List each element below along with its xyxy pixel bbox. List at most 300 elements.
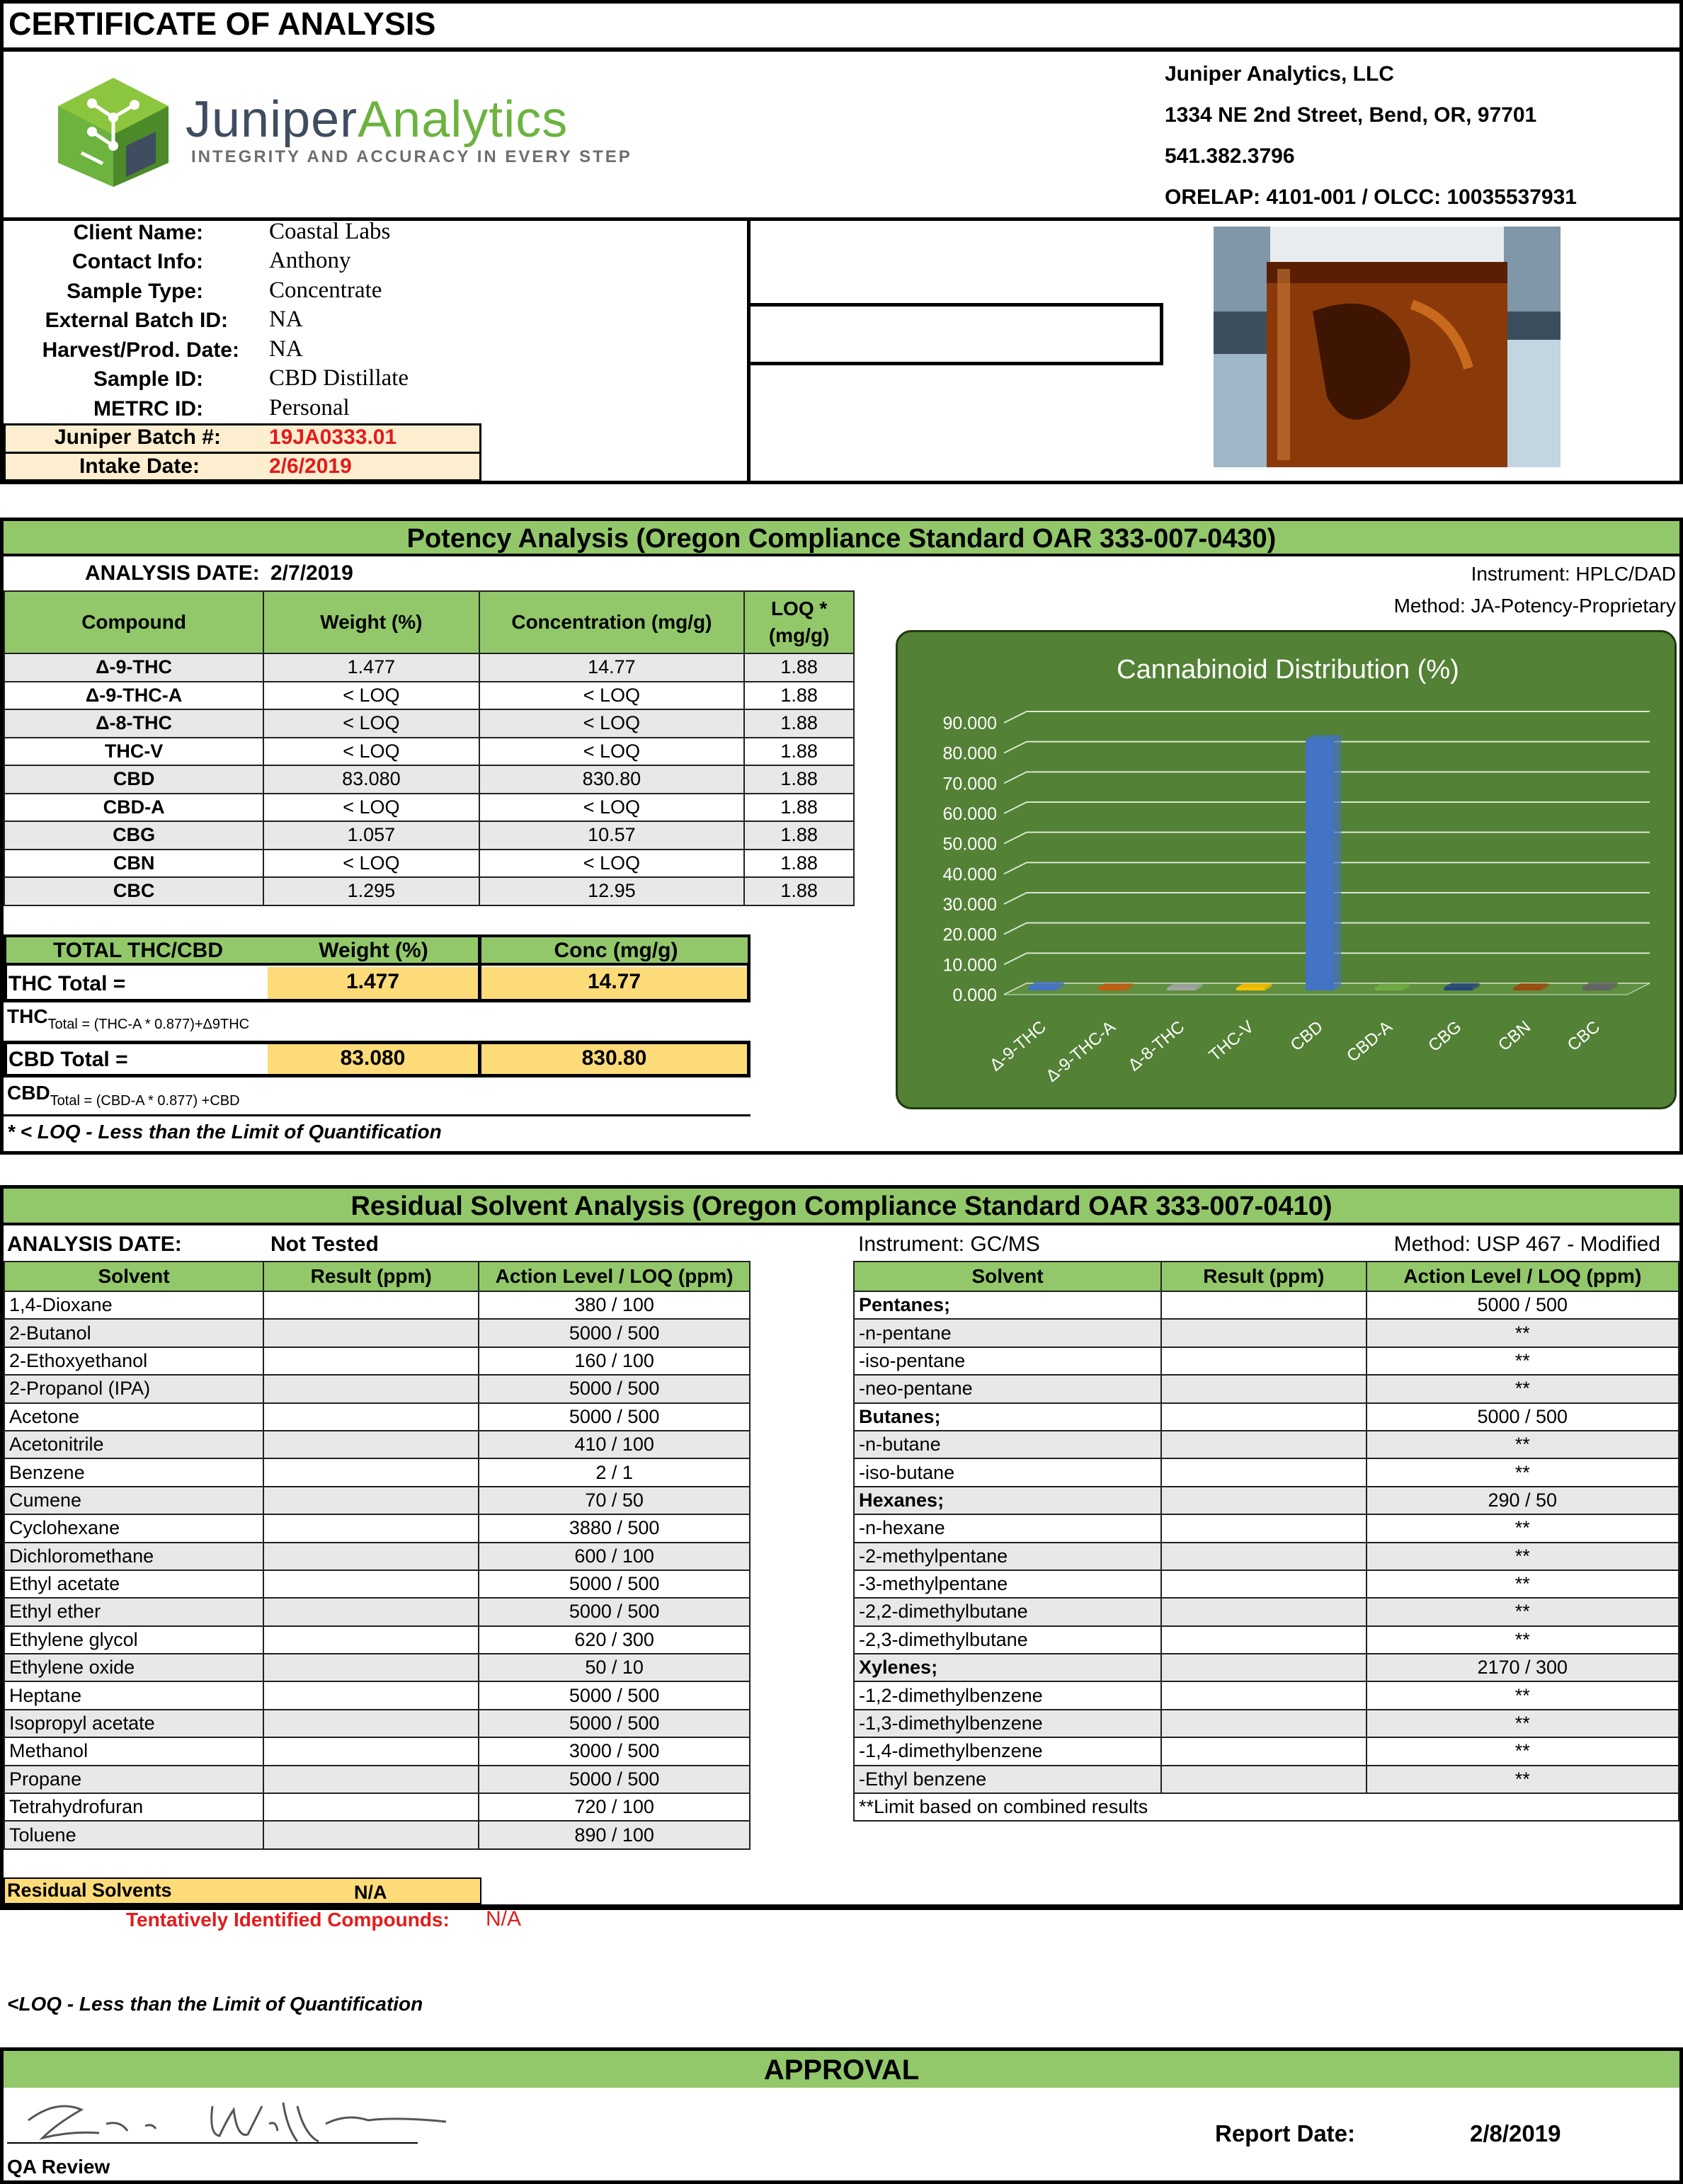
- potency-compound: Δ-9-THC: [4, 653, 263, 682]
- solvent-row: [4, 1654, 750, 1681]
- solvent-action-level: 290 / 50: [1367, 1487, 1679, 1514]
- solvent-action-level: 600 / 100: [479, 1543, 750, 1570]
- chart-y-tick-label: 40.000: [942, 864, 997, 885]
- tic-label: Tentatively Identified Compounds:: [126, 1909, 450, 1931]
- chart-x-tick-label: CBD: [1287, 1017, 1327, 1056]
- chart-y-tick-label: 30.000: [942, 895, 997, 915]
- chart-bar: [1513, 988, 1541, 990]
- solvent-name: -iso-butane: [854, 1458, 1161, 1486]
- solvent-name: 2-Ethoxyethanol: [4, 1347, 263, 1375]
- solvent-action-level: 620 / 300: [479, 1626, 750, 1654]
- solvent-action-level: 5000 / 500: [1367, 1403, 1679, 1431]
- potency-weight: < LOQ: [263, 850, 479, 878]
- solvent-name: Hexanes;: [854, 1487, 1161, 1514]
- solvent-result: [263, 1347, 479, 1375]
- intake-label: Intake Date:: [79, 454, 200, 478]
- client-field-value: Concentrate: [269, 278, 382, 303]
- thc-total-weight: 1.477: [346, 970, 400, 993]
- solvent-action-level: 5000 / 500: [479, 1375, 750, 1402]
- solvent-result: [263, 1793, 479, 1821]
- solvent-action-level: **: [1367, 1626, 1679, 1654]
- chart-bar: [1375, 988, 1403, 990]
- solvent-action-level: 890 / 100: [479, 1821, 750, 1848]
- logo-name-analytics: Analytics: [358, 91, 569, 148]
- potency-row: [4, 738, 854, 766]
- solvent-action-level: **: [1367, 1570, 1679, 1598]
- chart-bar: [1029, 986, 1057, 990]
- solvent-result: [263, 1487, 479, 1514]
- potency-loq: 1.88: [744, 653, 854, 682]
- solvent-name: 2-Butanol: [4, 1319, 263, 1347]
- solvent-name: -1,3-dimethylbenzene: [854, 1710, 1161, 1737]
- potency-concentration: 14.77: [479, 653, 745, 682]
- solvent-action-level: 5000 / 500: [479, 1710, 750, 1737]
- solvent-name: Ethylene oxide: [4, 1654, 263, 1681]
- solvent-result: [1161, 1458, 1366, 1486]
- chart-y-tick-label: 10.000: [942, 955, 997, 976]
- chart-x-tick-label: CBC: [1563, 1017, 1604, 1056]
- solvent-result: [1161, 1543, 1366, 1570]
- solvent-action-level: 2 / 1: [479, 1458, 750, 1486]
- solvent-row: [4, 1319, 750, 1347]
- intake-value: 2/6/2019: [269, 454, 352, 478]
- potency-row: [4, 682, 854, 710]
- solvent-name: Ethyl ether: [4, 1598, 263, 1625]
- chart-bar: [1582, 986, 1611, 990]
- solvent-result: [1161, 1766, 1366, 1793]
- solvent-row: [854, 1347, 1679, 1375]
- client-field-label: Sample Type:: [67, 280, 203, 303]
- potency-weight: < LOQ: [263, 794, 479, 822]
- solvent-result: [263, 1681, 479, 1709]
- potency-compound: CBN: [4, 850, 263, 878]
- logo-hexagon-icon: [50, 75, 177, 188]
- solvent-action-level: **: [1367, 1737, 1679, 1765]
- solvent-action-level: **: [1367, 1543, 1679, 1570]
- header-concentration: Concentration (mg/g): [479, 591, 745, 653]
- solvent-row: [854, 1431, 1679, 1458]
- potency-loq: 1.88: [744, 821, 854, 850]
- potency-compound: THC-V: [4, 738, 263, 766]
- solvent-row: [4, 1793, 750, 1821]
- solvent-name: Methanol: [4, 1737, 263, 1765]
- chart-bar-side: [1334, 736, 1341, 990]
- chart-x-tick-label: Δ-8-THC: [1124, 1017, 1189, 1075]
- solvent-row: [854, 1375, 1679, 1402]
- solvent-name: Toluene: [4, 1821, 263, 1848]
- potency-method: Method: JA-Potency-Proprietary: [1393, 595, 1676, 617]
- solvent-result: [263, 1654, 479, 1681]
- client-field-label: Sample ID:: [93, 367, 203, 391]
- cbd-formula: $CBD_{Total = (CBD-A * 0.877) +CBD}$: [7, 1082, 240, 1109]
- solvent-result: [1161, 1737, 1366, 1765]
- solvent-result: [263, 1626, 479, 1654]
- solvent-action-level: 5000 / 500: [479, 1403, 750, 1431]
- potency-compound: CBC: [4, 877, 263, 905]
- chart-bar: [1098, 988, 1126, 990]
- chart-y-tick-label: 20.000: [942, 925, 997, 945]
- thc-formula: $THC_{Total = (THC-A * 0.877)+\Delta 9THC}$: [7, 1005, 250, 1032]
- client-field-label: External Batch ID:: [45, 309, 228, 332]
- solvent-result: [263, 1319, 479, 1347]
- solvent-row: [854, 1626, 1679, 1654]
- potency-row: [4, 821, 854, 850]
- chart-bar: [1444, 987, 1473, 990]
- client-field-value: Coastal Labs: [269, 219, 391, 244]
- solvent-action-level: 410 / 100: [479, 1431, 750, 1458]
- solvent-name: Cyclohexane: [4, 1514, 263, 1542]
- solvent-row: [4, 1766, 750, 1793]
- chart-x-tick-label: CBG: [1425, 1017, 1466, 1056]
- solvent-name: -3-methylpentane: [854, 1570, 1161, 1598]
- solvent-action-level: **: [1367, 1766, 1679, 1793]
- potency-row: [4, 709, 854, 738]
- blank-field-box: [749, 303, 1163, 365]
- potency-weight: 83.080: [263, 765, 479, 794]
- solvent-action-level: 70 / 50: [479, 1487, 750, 1514]
- client-field-value: CBD Distillate: [269, 365, 409, 391]
- potency-loq: 1.88: [744, 794, 854, 822]
- combined-note-row: [854, 1793, 1679, 1821]
- solvent-action-level: **: [1367, 1710, 1679, 1737]
- solvent-row: [854, 1710, 1679, 1737]
- potency-loq: 1.88: [744, 765, 854, 794]
- solvent-name: Xylenes;: [854, 1654, 1161, 1681]
- solvent-result: [1161, 1681, 1366, 1709]
- header-action-level-right: Action Level / LOQ (ppm): [1367, 1262, 1679, 1291]
- client-field-label: Harvest/Prod. Date:: [42, 338, 239, 362]
- sample-photo: [1214, 227, 1561, 467]
- solvent-result: [1161, 1570, 1366, 1598]
- client-field-label: Contact Info:: [72, 250, 203, 273]
- solvent-action-level: 380 / 100: [479, 1291, 750, 1319]
- solvent-date: Not Tested: [270, 1233, 379, 1256]
- header-result-right: Result (ppm): [1161, 1262, 1366, 1291]
- solvent-row: [854, 1654, 1679, 1681]
- solvent-action-level: 5000 / 500: [479, 1570, 750, 1598]
- solvent-name: Acetonitrile: [4, 1431, 263, 1458]
- solvent-row: [4, 1375, 750, 1402]
- solvent-title: Residual Solvent Analysis (Oregon Compliance Standard OAR 333-007-0410): [350, 1191, 1333, 1221]
- header-solvent: Solvent: [4, 1262, 263, 1291]
- solvent-name: -1,2-dimethylbenzene: [854, 1681, 1161, 1709]
- solvent-result: [1161, 1598, 1366, 1625]
- chart-y-tick-label: 60.000: [942, 804, 997, 824]
- chart-y-tick-label: 50.000: [942, 834, 997, 854]
- solvent-name: Cumene: [4, 1487, 263, 1514]
- potency-compound: CBG: [4, 821, 263, 850]
- solvent-loq-note: <LOQ - Less than the Limit of Quantification: [7, 1993, 423, 2015]
- solvent-row: [4, 1487, 750, 1514]
- solvent-name: 2-Propanol (IPA): [4, 1375, 263, 1402]
- totals-header-conc: Conc (mg/g): [554, 939, 678, 962]
- potency-compound: Δ-8-THC: [4, 709, 263, 738]
- combined-note: **Limit based on combined results: [854, 1793, 1679, 1821]
- solvent-row: [854, 1737, 1679, 1765]
- solvent-row: [854, 1458, 1679, 1486]
- batch-value: 19JA0333.01: [269, 425, 397, 449]
- solvent-row: [854, 1403, 1679, 1431]
- potency-loq: 1.88: [744, 682, 854, 710]
- solvent-row: [854, 1487, 1679, 1514]
- solvent-date-label: ANALYSIS DATE:: [7, 1233, 182, 1256]
- solvent-action-level: 3880 / 500: [479, 1514, 750, 1542]
- potency-concentration: < LOQ: [479, 794, 745, 822]
- potency-date-label: ANALYSIS DATE:: [85, 561, 260, 585]
- potency-row: [4, 653, 854, 682]
- solvent-row: [4, 1431, 750, 1458]
- header-action-level: Action Level / LOQ (ppm): [479, 1262, 750, 1291]
- client-field-label: METRC ID:: [93, 397, 203, 421]
- potency-loq: 1.88: [744, 738, 854, 766]
- potency-loq-note: * < LOQ - Less than the Limit of Quantification: [7, 1121, 442, 1143]
- solvent-result: [263, 1375, 479, 1402]
- chart-y-tick-label: 70.000: [942, 774, 997, 794]
- solvent-row: [854, 1514, 1679, 1542]
- chart-gridline: [1004, 711, 1650, 723]
- client-field-label: Client Name:: [73, 221, 203, 244]
- solvent-result: [1161, 1375, 1366, 1402]
- solvent-row: [4, 1458, 750, 1486]
- solvent-result: [1161, 1514, 1366, 1542]
- report-date: 2/8/2019: [1470, 2120, 1561, 2146]
- solvent-table-right: [853, 1261, 1679, 1822]
- batch-label: Juniper Batch #:: [54, 425, 221, 449]
- solvent-name: Ethylene glycol: [4, 1626, 263, 1654]
- totals-header-weight: Weight (%): [319, 939, 428, 962]
- solvent-action-level: **: [1367, 1458, 1679, 1486]
- solvent-action-level: 160 / 100: [479, 1347, 750, 1375]
- approval-title: APPROVAL: [763, 2054, 920, 2086]
- potency-weight: 1.295: [263, 877, 479, 905]
- solvent-name: Pentanes;: [854, 1291, 1161, 1319]
- cbd-total-weight: 83.080: [340, 1046, 406, 1070]
- solvent-result: [263, 1291, 479, 1319]
- logo-name-juniper: Juniper: [186, 91, 358, 148]
- logo: [50, 75, 673, 188]
- solvent-result: [263, 1543, 479, 1570]
- solvent-result: [263, 1821, 479, 1848]
- solvent-result: [1161, 1347, 1366, 1375]
- potency-weight: 1.477: [263, 653, 479, 682]
- potency-compound: Δ-9-THC-A: [4, 682, 263, 710]
- chart-y-tick-label: 80.000: [942, 743, 997, 764]
- solvent-name: -2,3-dimethylbutane: [854, 1626, 1161, 1654]
- chart-x-tick-label: Δ-9-THC-A: [1042, 1017, 1119, 1086]
- solvent-row: [854, 1570, 1679, 1598]
- solvent-row: [4, 1543, 750, 1570]
- solvent-row: [4, 1710, 750, 1737]
- cbd-total-conc: 830.80: [581, 1046, 647, 1070]
- solvent-name: -iso-pentane: [854, 1347, 1161, 1375]
- solvent-row: [4, 1291, 750, 1319]
- solvent-result: [1161, 1654, 1366, 1681]
- qa-review-label: QA Review: [7, 2156, 110, 2178]
- potency-concentration: 830.80: [479, 765, 745, 794]
- solvent-row: [4, 1514, 750, 1542]
- solvent-row: [4, 1403, 750, 1431]
- cbd-total-label: CBD Total =: [8, 1048, 128, 1071]
- cannabinoid-chart: [896, 630, 1677, 1109]
- chart-title: Cannabinoid Distribution (%): [1117, 655, 1459, 685]
- sample-jar-image: [1214, 227, 1561, 467]
- potency-row: [4, 794, 854, 822]
- chart-x-tick-label: Δ-9-THC: [986, 1017, 1050, 1075]
- qa-signature: [14, 2092, 453, 2156]
- client-field-value: Personal: [269, 395, 350, 421]
- potency-concentration: < LOQ: [479, 850, 745, 878]
- tic-value: N/A: [486, 1907, 522, 1931]
- solvent-result: [263, 1766, 479, 1793]
- chart-x-tick-label: CBN: [1495, 1017, 1535, 1056]
- report-date-label: Report Date:: [1215, 2120, 1356, 2146]
- potency-loq: 1.88: [744, 877, 854, 905]
- solvent-result: [1161, 1291, 1366, 1319]
- solvent-action-level: 50 / 10: [479, 1654, 750, 1681]
- solvent-name: 1,4-Dioxane: [4, 1291, 263, 1319]
- solvent-name: Isopropyl acetate: [4, 1710, 263, 1737]
- solvent-row: [854, 1681, 1679, 1709]
- chart-bar: [1167, 988, 1195, 990]
- residual-solvents-label: Residual Solvents: [7, 1880, 172, 1901]
- solvent-name: -2,2-dimethylbutane: [854, 1598, 1161, 1625]
- potency-loq: 1.88: [744, 850, 854, 878]
- solvent-action-level: 3000 / 500: [479, 1737, 750, 1765]
- solvent-name: Propane: [4, 1766, 263, 1793]
- solvent-result: [263, 1570, 479, 1598]
- chart-y-tick-label: 0.000: [952, 985, 997, 1005]
- header-compound: Compound: [4, 591, 263, 653]
- solvent-name: -Ethyl benzene: [854, 1766, 1161, 1793]
- solvent-action-level: 2170 / 300: [1367, 1654, 1679, 1681]
- solvent-row: [4, 1626, 750, 1654]
- solvent-name: Tetrahydrofuran: [4, 1793, 263, 1821]
- solvent-name: Heptane: [4, 1681, 263, 1709]
- solvent-name: Benzene: [4, 1458, 263, 1486]
- solvent-name: Ethyl acetate: [4, 1570, 263, 1598]
- solvent-name: -n-butane: [854, 1431, 1161, 1458]
- client-field-value: NA: [269, 336, 303, 362]
- header-loq: LOQ * (mg/g): [744, 591, 854, 653]
- chart-x-tick-label: CBD-A: [1343, 1017, 1396, 1066]
- company-phone: 541.382.3796: [1165, 144, 1295, 168]
- cannabinoid-chart-svg: [898, 632, 1677, 1109]
- residual-solvents-value: N/A: [354, 1882, 387, 1903]
- solvent-row: [4, 1598, 750, 1625]
- solvent-result: [1161, 1403, 1366, 1431]
- client-field-value: Anthony: [269, 248, 351, 273]
- header-solvent-right: Solvent: [854, 1262, 1161, 1291]
- solvent-row: [4, 1570, 750, 1598]
- solvent-action-level: **: [1367, 1319, 1679, 1347]
- solvent-action-level: **: [1367, 1347, 1679, 1375]
- company-address: 1334 NE 2nd Street, Bend, OR, 97701: [1165, 103, 1537, 127]
- solvent-name: -n-hexane: [854, 1514, 1161, 1542]
- solvent-name: -neo-pentane: [854, 1375, 1161, 1402]
- chart-y-tick-label: 90.000: [942, 714, 997, 733]
- solvent-row: [854, 1598, 1679, 1625]
- potency-compound: CBD-A: [4, 794, 263, 822]
- solvent-result: [263, 1403, 479, 1431]
- solvent-action-level: 5000 / 500: [479, 1681, 750, 1709]
- page-title: CERTIFICATE OF ANALYSIS: [8, 6, 436, 42]
- company-name: Juniper Analytics, LLC: [1165, 62, 1394, 86]
- solvent-result: [263, 1710, 479, 1737]
- solvent-action-level: 5000 / 500: [1367, 1291, 1679, 1319]
- solvent-action-level: 720 / 100: [479, 1793, 750, 1821]
- solvent-action-level: **: [1367, 1681, 1679, 1709]
- solvent-instrument: Instrument: GC/MS: [858, 1233, 1040, 1256]
- solvent-action-level: **: [1367, 1598, 1679, 1625]
- potency-loq: 1.88: [744, 709, 854, 738]
- solvent-result: [263, 1431, 479, 1458]
- solvent-result: [1161, 1487, 1366, 1514]
- solvent-name: Butanes;: [854, 1403, 1161, 1431]
- potency-date: 2/7/2019: [270, 561, 353, 585]
- solvent-result: [263, 1598, 479, 1625]
- header-result: Result (ppm): [263, 1262, 479, 1291]
- solvent-action-level: **: [1367, 1431, 1679, 1458]
- chart-bar: [1236, 988, 1265, 990]
- solvent-result: [1161, 1431, 1366, 1458]
- solvent-row: [4, 1347, 750, 1375]
- potency-row: [4, 850, 854, 878]
- solvent-row: [4, 1737, 750, 1765]
- solvent-action-level: 5000 / 500: [479, 1766, 750, 1793]
- solvent-row: [854, 1543, 1679, 1570]
- potency-compound: CBD: [4, 765, 263, 794]
- solvent-name: -2-methylpentane: [854, 1543, 1161, 1570]
- solvent-result: [1161, 1710, 1366, 1737]
- solvent-name: -n-pentane: [854, 1319, 1161, 1347]
- solvent-row: [854, 1291, 1679, 1319]
- chart-bar: [1306, 740, 1334, 990]
- solvent-name: -1,4-dimethylbenzene: [854, 1737, 1161, 1765]
- potency-concentration: < LOQ: [479, 738, 745, 766]
- potency-weight: < LOQ: [263, 682, 479, 710]
- solvent-row: [854, 1319, 1679, 1347]
- potency-concentration: < LOQ: [479, 682, 745, 710]
- chart-x-tick-label: THC-V: [1205, 1017, 1258, 1065]
- potency-row: [4, 765, 854, 794]
- solvent-result: [263, 1514, 479, 1542]
- potency-instrument: Instrument: HPLC/DAD: [1471, 563, 1676, 585]
- potency-table: [4, 590, 855, 906]
- solvent-result: [263, 1458, 479, 1486]
- solvent-name: Acetone: [4, 1403, 263, 1431]
- potency-title: Potency Analysis (Oregon Compliance Standard OAR 333-007-0430): [406, 524, 1277, 554]
- potency-row: [4, 877, 854, 905]
- header-weight: Weight (%): [263, 591, 479, 653]
- solvent-action-level: **: [1367, 1375, 1679, 1402]
- potency-weight: < LOQ: [263, 738, 479, 766]
- solvent-row: [4, 1681, 750, 1709]
- solvent-action-level: **: [1367, 1514, 1679, 1542]
- totals-header-label: TOTAL THC/CBD: [53, 939, 223, 962]
- potency-weight: < LOQ: [263, 709, 479, 738]
- solvent-result: [1161, 1626, 1366, 1654]
- client-field-value: NA: [269, 307, 303, 332]
- potency-weight: 1.057: [263, 821, 479, 850]
- solvent-method: Method: USP 467 - Modified: [1393, 1233, 1660, 1256]
- thc-total-conc: 14.77: [587, 970, 641, 993]
- thc-total-label: THC Total =: [8, 972, 126, 995]
- solvent-row: [854, 1766, 1679, 1793]
- potency-concentration: < LOQ: [479, 709, 745, 738]
- solvent-result: [263, 1737, 479, 1765]
- solvent-action-level: 5000 / 500: [479, 1598, 750, 1625]
- potency-concentration: 12.95: [479, 877, 745, 905]
